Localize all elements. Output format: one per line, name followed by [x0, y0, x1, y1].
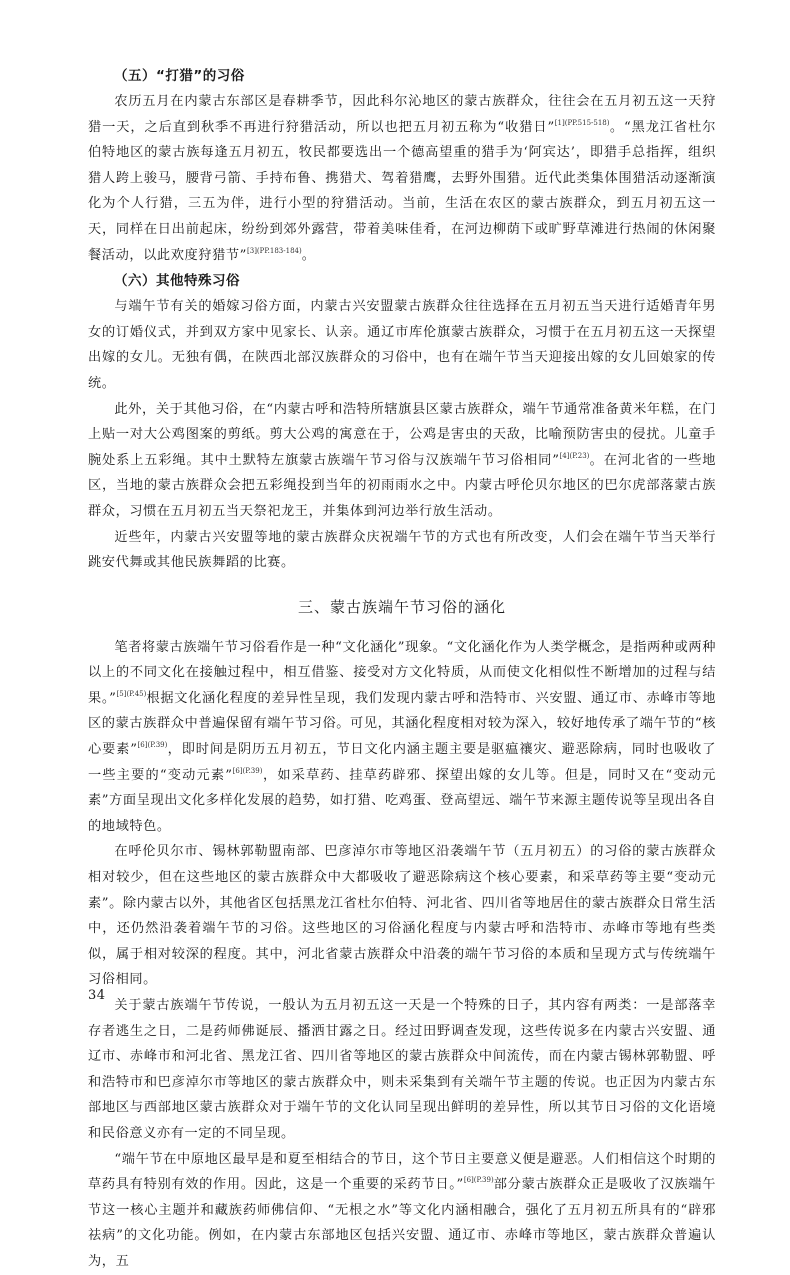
- text-run: 关于蒙古族端午节传说，一般认为五月初五这一天是一个特殊的日子，其内容有两类：一是部落幸存者逃生之日，二是药师佛诞辰、播洒甘露之日。经过田野调查发现，这些传说多在内蒙古兴安盟、通辽市、赤峰市和河北省、黑龙江省、四川省等地区的蒙古族群众中间流传，而在内蒙古锡林郭勒盟、呼和浩特市和巴彦淖尔市等地区的蒙古族群众中，则未采集到有关端午节主题的传说。也正因为内蒙古东部地区与西部地区蒙古族群众对于端午节的文化认同呈现出鲜明的差异性，所以其节日习俗的文化语境和民俗意义亦有一定的不同呈现。: [88, 998, 716, 1141]
- paragraph-other-customs: [88, 397, 716, 525]
- paragraph-acculturation-2: [88, 839, 716, 993]
- text-run: 农历五月在内蒙古东部区是春耕季节，因此科尔沁地区的蒙古族群众，往往会在五月初五这一天狩猎一天，之后直到秋季不再进行狩猎活动，所以也把五月初五称为“收猎日”: [88, 94, 716, 135]
- text-run: ，如采草药、挂草药辟邪、探望出嫁的女儿等。但是，同时又在“变动元素”方面呈现出文化多样化发展的趋势，如打猎、吃鸡蛋、登高望远、端午节来源主题传说等呈现出各自的地域特色。: [88, 767, 716, 834]
- text-run: 。“黑龙江省杜尔伯特地区的蒙古族每逢五月初五，牧民都要选出一个德高望重的猎手为‘阿宾达’，即猎手总指挥，组织猎人跨上骏马，腰背弓箭、手持布鲁、携猎犬、驾着猎鹰，去野外围猎。近代此类集体围猎活动逐渐演化为个人行猎，三五为伴，进行小型的狩猎活动。当前，生活在农区的蒙古族群众，到五月初五这一天，同样在日出前起床，纷纷到郊外露营，带着美味佳肴，在河边柳荫下或旷野草滩进行热闹的休闲聚餐活动，以此欢度狩猎节”: [88, 119, 716, 263]
- citation-ref: [3](PP.183-184): [247, 246, 302, 255]
- text-run: 在呼伦贝尔市、锡林郭勒盟南部、巴彦淖尔市等地区沿袭端午节（五月初五）的习俗的蒙古族群众相对较少，但在这些地区的蒙古族群众中大都吸收了避恶除病这个核心要素，和采草药等主要“变动元素”。除内蒙古以外，其他省区包括黑龙江省杜尔伯特、河北省、四川省等地居住的蒙古族群众日常生活中，还仍然沿袭着端午节的习俗。这些地区的习俗涵化程度与内蒙古呼和浩特市、赤峰市等地有些类似，属于相对较深的程度。其中，河北省蒙古族群众中沿袭的端午节习俗的本质和呈现方式与传统端午习俗相同。: [88, 844, 716, 988]
- paragraph-recent-changes: [88, 525, 716, 576]
- subsection-title-hunting: （五）“打猎”的习俗: [114, 68, 245, 84]
- citation-ref: [5](P.45): [116, 689, 147, 698]
- page-number: 34: [88, 988, 106, 1003]
- citation-ref: [1](PP.515-518): [554, 118, 610, 127]
- text-run: 与端午节有关的婚嫁习俗方面，内蒙古兴安盟蒙古族群众往往选择在五月初五当天进行适婚青年男女的订婚仪式，并到双方家中见家长、认亲。通辽市库伦旗蒙古族群众，习惯于在五月初五这一天探望出嫁的女儿。无独有偶，在陕西北部汉族群众的习俗中，也有在端午节当天迎接出嫁的女儿回娘家的传统。: [88, 299, 716, 391]
- text-run: 近些年，内蒙古兴安盟等地的蒙古族群众庆祝端午节的方式也有所改变，人们会在端午节当天举行跳安代舞或其他民族舞蹈的比赛。: [88, 529, 716, 571]
- paragraph-herb-festival: [88, 1147, 716, 1275]
- text-run: “端午节在中原地区最早是和夏至相结合的节日，这个节日主要意义便是避恶。人们相信这个时期的草药具有特别有效的作用。因此，这是一个重要的采药节日。”: [88, 1151, 716, 1193]
- citation-ref: [6](P.39): [137, 741, 168, 750]
- section-title-acculturation: 三、蒙古族端午节习俗的涵化: [297, 597, 506, 616]
- article-body: [88, 63, 716, 1275]
- paragraph-hunting: [88, 89, 716, 268]
- paragraph-acculturation-1: [88, 635, 716, 840]
- subsection-title-other-customs: （六）其他特殊习俗: [114, 273, 240, 290]
- paragraph-marriage-customs: [88, 294, 716, 396]
- citation-ref: [4](P.23): [559, 451, 590, 460]
- text-run: 此外，关于其他习俗，在“内蒙古呼和浩特所辖旗县区蒙古族群众，端午节通常准备黄米年糕，在门上贴一对大公鸡图案的剪纸。剪大公鸡的寓意在于，公鸡是害虫的天敌，比喻预防害虫的侵扰。儿童手腕处系上五彩绳。其中土默特左旗蒙古族端午节习俗与汉族端午节习俗相同”: [88, 401, 716, 468]
- text-run: 。在河北省的一些地区，当地的蒙古族群众会把五彩绳投到当年的初雨雨水之中。内蒙古呼伦贝尔地区的巴尔虎部落蒙古族群众，习惯在五月初五当天祭祀龙王，并集体到河边举行放生活动。: [88, 452, 716, 519]
- paragraph-legends: [88, 993, 716, 1147]
- citation-ref: [6](P.39): [463, 1176, 494, 1185]
- text-run: ，即时间是阴历五月初五，节日文化内涵主题主要是驱瘟禳灾、避恶除病，同时也吸收了一些主要的“变动元素”: [88, 742, 716, 783]
- text-run: 部分蒙古族群众正是吸收了汉族端午节这一核心主题并和藏族药师佛信仰、“无根之水”等文化内涵相融合，强化了五月初五所具有的“辟邪祛病”的文化功能。例如，在内蒙古东部地区包括兴安盟、通辽市、赤峰市等地区，蒙古族群众普遍认为，五: [88, 1177, 716, 1269]
- text-run: 笔者将蒙古族端午节习俗看作是一种“文化涵化”现象。“文化涵化作为人类学概念，是指两种或两种以上的不同文化在接触过程中，相互借鉴、接受对方文化特质，从而使文化相似性不断增加的过程与结果。”: [88, 639, 716, 706]
- text-run: 根据文化涵化程度的差异性呈现，我们发现内蒙古呼和浩特市、兴安盟、通辽市、赤峰市等地区的蒙古族群众中普遍保留有端午节习俗。可见，其涵化程度相对较为深入，较好地传承了端午节的“核心要素”: [88, 690, 716, 758]
- citation-ref: [6](P.39): [232, 766, 263, 775]
- text-run: 。: [301, 247, 316, 263]
